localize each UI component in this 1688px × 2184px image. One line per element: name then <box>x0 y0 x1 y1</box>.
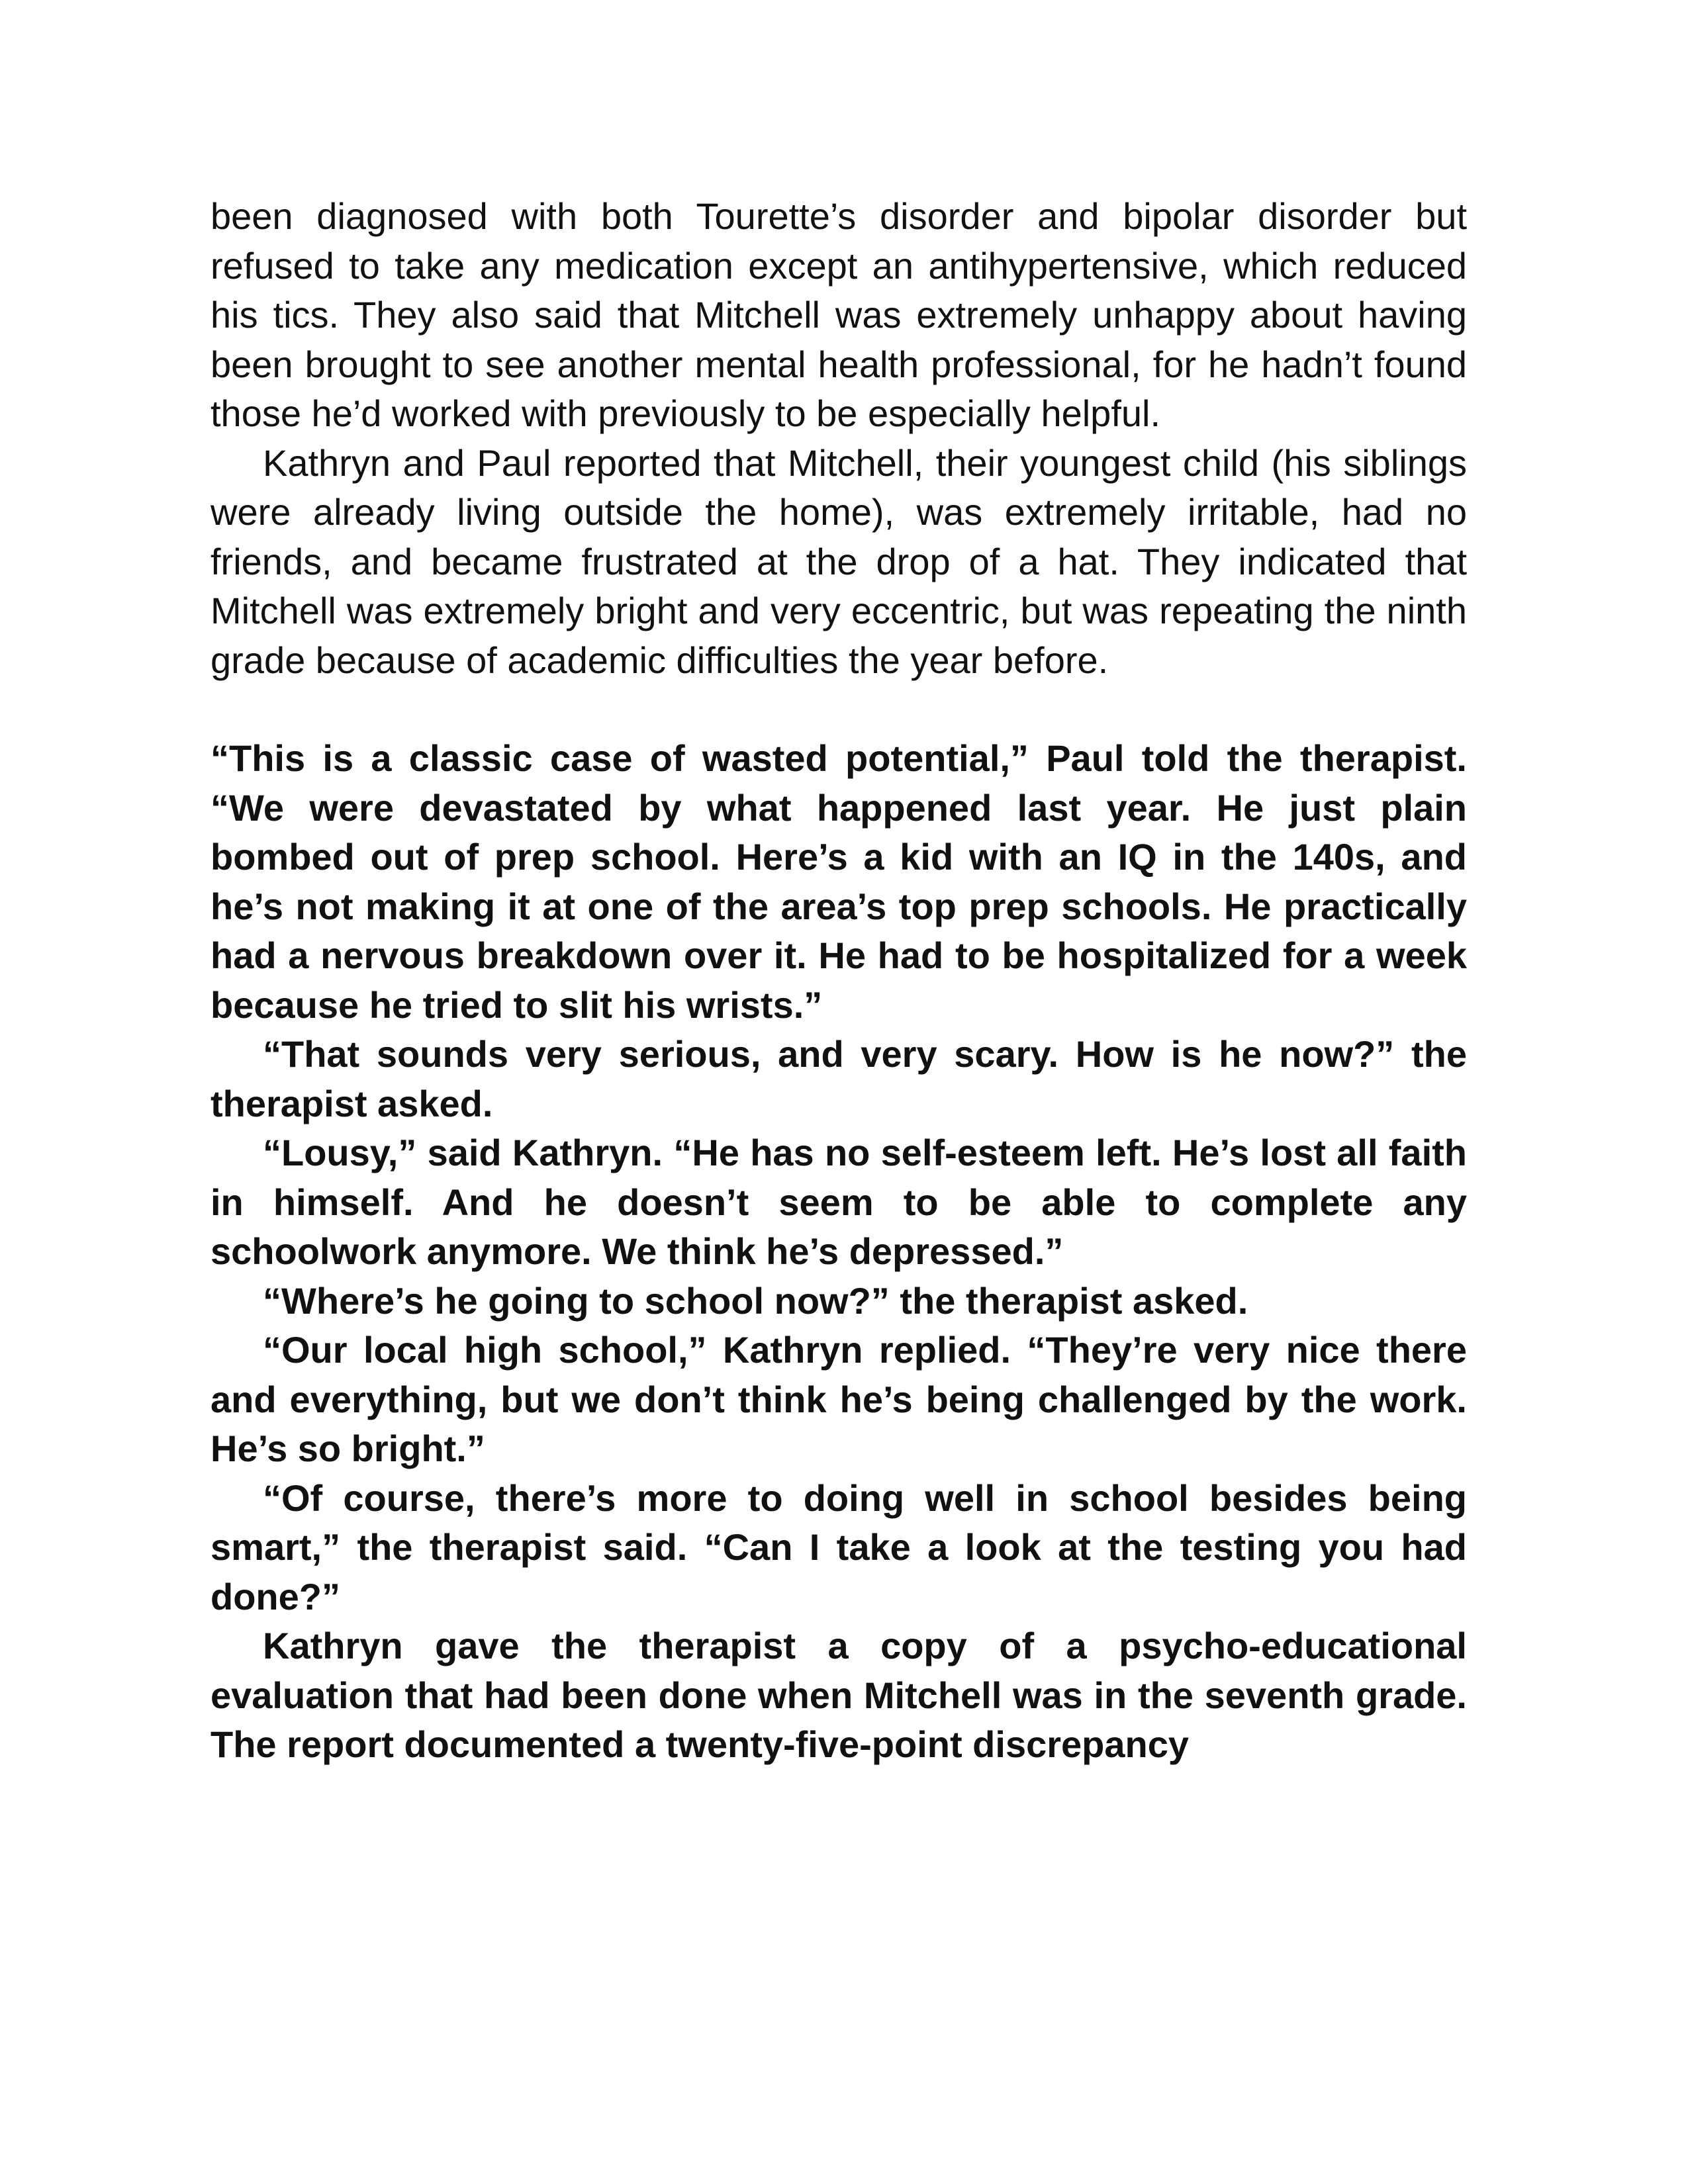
paragraph-diagnosis: been diagnosed with both Tourette’s disorder and bipolar disorder but refused to take any medication except an antihypertensive, which reduced his tics. They also said that Mitchell was extremely unhappy about having been brought to see another mental health professional, for he hadn’t found those he’d worked with previously to be especially helpful. <box>211 195 1467 434</box>
paragraph-parents-report: Kathryn and Paul reported that Mitchell, their youngest child (his siblings were already living outside the home), was extremely irritable, had no friends, and became frustrated at the drop of a hat. They indicated that Mitchell was extremely bright and very eccentric, but was repeating the ninth grade because of academic difficulties the year before. <box>211 441 1467 681</box>
dialogue-therapist-school-now: “Where’s he going to school now?” the therapist asked. <box>263 1279 1248 1322</box>
dialogue-therapist-how-is-he: “That sounds very serious, and very scary. How is he now?” the therapist asked. <box>211 1033 1467 1124</box>
section-break <box>211 685 1467 734</box>
dialogue-kathryn-local-school: “Our local high school,” Kathryn replied. “They’re very nice there and everything, but we don’t think he’s being challenged by the work. He’s so bright.” <box>211 1329 1467 1469</box>
document-page <box>211 192 1467 1770</box>
dialogue-paul-wasted-potential: “This is a classic case of wasted potential,” Paul told the therapist. “We were devastated by what happened last year. He just plain bombed out of prep school. Here’s a kid with an IQ in the 140s, and he’s not making it at one of the area’s top prep schools. He practically had a nervous breakdown over it. He had to be hospitalized for a week because he tried to slit his wrists.” <box>211 737 1467 1026</box>
paragraph-evaluation-report: Kathryn gave the therapist a copy of a psycho-educational evaluation that had been done when Mitchell was in the seventh grade. The report documented a twenty-five-point discrepancy <box>211 1625 1467 1765</box>
dialogue-kathryn-lousy: “Lousy,” said Kathryn. “He has no self-esteem left. He’s lost all faith in himself. And he doesn’t seem to be able to complete any schoolwork anymore. We think he’s depressed.” <box>211 1132 1467 1272</box>
dialogue-therapist-testing: “Of course, there’s more to doing well in school besides being smart,” the therapist said. “Can I take a look at the testing you had done?” <box>211 1477 1467 1617</box>
